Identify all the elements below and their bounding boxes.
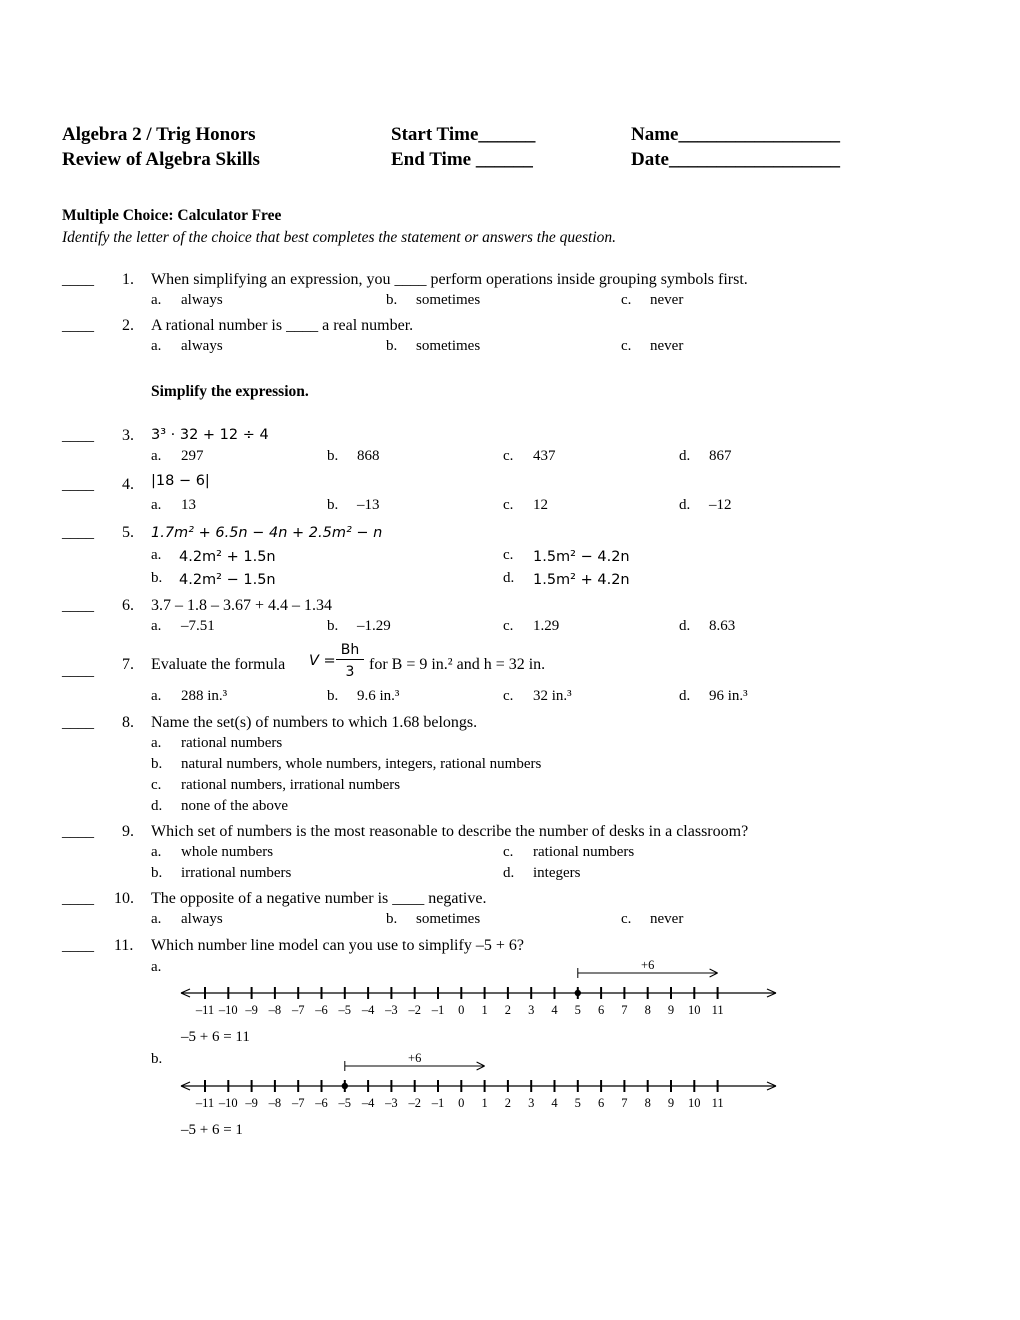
question-number: 5.	[122, 524, 134, 541]
choice-text: none of the above	[181, 798, 289, 814]
tick-label: 8	[644, 1096, 651, 1110]
tick-label: 6	[597, 1096, 605, 1110]
choice-label[interactable]: a.	[151, 844, 162, 860]
answer-blank[interactable]: ____	[62, 317, 94, 334]
choice-text: sometimes	[416, 292, 481, 308]
choice-text: 1.29	[533, 618, 560, 634]
tick-label: 9	[667, 1096, 675, 1110]
tick-label: 8	[644, 1003, 651, 1017]
choice-text: 13	[181, 497, 196, 513]
choice-text: 4.2m² − 1.5n	[179, 572, 276, 588]
name-field[interactable]: Name_________________	[631, 124, 840, 145]
choice-label[interactable]: a.	[151, 688, 162, 704]
tick-label: 1	[481, 1003, 488, 1017]
question-text: A rational number is ____ a real number.	[151, 317, 414, 334]
tick-label: –7	[291, 1096, 305, 1110]
choice-text: 96 in.³	[709, 688, 748, 704]
choice-text: 297	[181, 448, 204, 464]
choice-label[interactable]: b.	[151, 865, 163, 881]
tick-label: –2	[408, 1003, 421, 1017]
tick-label: 4	[551, 1003, 558, 1017]
choice-label[interactable]: a.	[151, 911, 162, 927]
choice-text: –12	[709, 497, 732, 513]
choice-text: –1.29	[357, 618, 391, 634]
question-text: Name the set(s) of numbers to which 1.68 belongs.	[151, 714, 478, 731]
choice-text: natural numbers, whole numbers, integers, rational numbers	[181, 756, 542, 772]
tick-label: –8	[268, 1096, 282, 1110]
tick-label: 10	[688, 1003, 701, 1017]
tick-label: –7	[291, 1003, 305, 1017]
number-line-b-svg	[176, 1046, 782, 1116]
choice-label[interactable]: b.	[327, 448, 339, 464]
choice-text: 1.5m² + 4.2n	[533, 572, 630, 588]
tick-label: 7	[621, 1096, 628, 1110]
worksheet-subtitle: Review of Algebra Skills	[62, 149, 260, 170]
tick-label: 2	[504, 1096, 512, 1110]
date-field[interactable]: Date__________________	[631, 149, 840, 170]
question-number: 11.	[114, 937, 134, 954]
choice-text: 4.2m² + 1.5n	[179, 549, 276, 565]
choice-label[interactable]: a.	[151, 338, 162, 354]
tick-label: –10	[218, 1096, 238, 1110]
choice-text: 437	[533, 448, 556, 464]
answer-blank[interactable]: ____	[62, 662, 94, 679]
question-text: Which number line model can you use to simplify –5 + 6?	[151, 937, 524, 954]
choice-label[interactable]: d.	[503, 570, 515, 586]
choice-label[interactable]: c.	[621, 292, 632, 308]
start-point	[342, 1083, 348, 1089]
question-text: The opposite of a negative number is ____ negative.	[151, 890, 487, 907]
choice-text: 12	[533, 497, 548, 513]
tick-label: 0	[458, 1096, 465, 1110]
tick-label: 1	[481, 1096, 488, 1110]
equation-option-b: –5 + 6 = 1	[181, 1122, 243, 1138]
choice-label[interactable]: b.	[151, 756, 163, 772]
tick-label: –5	[338, 1096, 352, 1110]
tick-label: –9	[245, 1096, 258, 1110]
tick-label: 9	[667, 1003, 675, 1017]
choice-label[interactable]: d.	[679, 448, 691, 464]
choice-text: rational numbers	[181, 735, 283, 751]
question-number: 6.	[122, 597, 134, 614]
tick-label: –5	[338, 1003, 352, 1017]
choice-text: –7.51	[181, 618, 215, 634]
answer-blank[interactable]: ____	[62, 271, 94, 288]
choice-text: sometimes	[416, 338, 481, 354]
choice-text: irrational numbers	[181, 865, 292, 881]
tick-label: 2	[504, 1003, 512, 1017]
choice-label[interactable]: a.	[151, 547, 162, 563]
choice-label[interactable]: d.	[679, 688, 691, 704]
tick-label: –6	[315, 1003, 328, 1017]
tick-label: 6	[597, 1003, 605, 1017]
question-text: Evaluate the formula	[151, 656, 286, 673]
answer-blank[interactable]: ____	[62, 597, 94, 614]
choice-label[interactable]: d.	[151, 798, 163, 814]
question-text: When simplifying an expression, you ____ perform operations inside grouping symbols first.	[151, 271, 748, 288]
question-number: 1.	[122, 271, 134, 288]
question-number: 4.	[122, 476, 134, 493]
tick-label: 3	[528, 1003, 535, 1017]
start-point	[575, 990, 581, 996]
choice-text: 9.6 in.³	[357, 688, 400, 704]
tick-label: 10	[688, 1096, 701, 1110]
choice-text: never	[650, 911, 684, 927]
choice-text: never	[650, 338, 684, 354]
choice-label[interactable]: c.	[503, 497, 514, 513]
answer-blank[interactable]: ____	[62, 823, 94, 840]
choice-label[interactable]: a.	[151, 959, 162, 975]
tick-label: –6	[315, 1096, 328, 1110]
section-title: Multiple Choice: Calculator Free	[62, 207, 282, 224]
choice-label[interactable]: a.	[151, 497, 162, 513]
tick-label: –4	[361, 1096, 375, 1110]
question-text: Which set of numbers is the most reasonable to describe the number of desks in a classroom?	[151, 823, 749, 840]
choice-label[interactable]: c.	[503, 448, 514, 464]
question-number: 8.	[122, 714, 134, 731]
question-text: for B = 9 in.² and h = 32 in.	[369, 656, 546, 673]
answer-blank[interactable]: ____	[62, 890, 94, 907]
tick-label: –3	[385, 1096, 398, 1110]
tick-label: –4	[361, 1003, 375, 1017]
choice-label[interactable]: c.	[503, 618, 514, 634]
choice-text: sometimes	[416, 911, 481, 927]
choice-text: whole numbers	[181, 844, 274, 860]
question-text: 3.7 – 1.8 – 3.67 + 4.4 – 1.34	[151, 597, 333, 614]
formula-lhs: V =	[309, 653, 336, 669]
tick-label: 4	[551, 1096, 558, 1110]
choice-label[interactable]: a.	[151, 618, 162, 634]
question-number: 7.	[122, 656, 134, 673]
tick-label: –2	[408, 1096, 421, 1110]
choice-label[interactable]: c.	[151, 777, 162, 793]
choice-text: –13	[357, 497, 380, 513]
choice-label[interactable]: b.	[386, 911, 398, 927]
choice-label[interactable]: c.	[621, 911, 632, 927]
tick-label: –11	[195, 1003, 215, 1017]
choice-label[interactable]: b.	[151, 1051, 163, 1067]
tick-label: –1	[431, 1096, 445, 1110]
question-number: 10.	[114, 890, 134, 907]
start-time-field[interactable]: Start Time______	[391, 124, 536, 145]
choice-text: 868	[357, 448, 380, 464]
choice-text: 32 in.³	[533, 688, 572, 704]
choice-text: 1.5m² − 4.2n	[533, 549, 630, 565]
choice-label[interactable]: a.	[151, 448, 162, 464]
tick-label: 3	[528, 1096, 535, 1110]
answer-blank[interactable]: ____	[62, 476, 94, 493]
choice-text: 8.63	[709, 618, 736, 634]
answer-blank[interactable]: ____	[62, 427, 94, 444]
choice-label[interactable]: b.	[327, 497, 339, 513]
expression: 3³ · 32 + 12 ÷ 4	[151, 427, 269, 443]
choice-label[interactable]: d.	[679, 497, 691, 513]
number-line-option-b	[176, 1046, 782, 1116]
choice-label[interactable]: b.	[151, 570, 163, 586]
tick-label: –10	[218, 1003, 238, 1017]
tick-label: –3	[385, 1003, 398, 1017]
choice-text: 867	[709, 448, 732, 464]
choice-text: rational numbers, irrational numbers	[181, 777, 401, 793]
section-instructions: Identify the letter of the choice that best completes the statement or answers the question.	[62, 229, 617, 246]
tick-label: 0	[458, 1003, 465, 1017]
choice-label[interactable]: c.	[503, 547, 514, 563]
tick-label: –11	[195, 1096, 215, 1110]
choice-text: never	[650, 292, 684, 308]
choice-label[interactable]: d.	[503, 865, 515, 881]
choice-text: always	[181, 338, 223, 354]
choice-label[interactable]: a.	[151, 735, 162, 751]
choice-text: rational numbers	[533, 844, 635, 860]
choice-label[interactable]: b.	[327, 688, 339, 704]
tick-label: 5	[574, 1096, 581, 1110]
expression: |18 − 6|	[151, 473, 210, 489]
tick-label: –1	[431, 1003, 445, 1017]
answer-blank[interactable]: ____	[62, 714, 94, 731]
choice-label[interactable]: b.	[386, 338, 398, 354]
course-title: Algebra 2 / Trig Honors	[62, 124, 256, 145]
question-number: 3.	[122, 427, 134, 444]
end-time-field[interactable]: End Time ______	[391, 149, 533, 170]
equation-option-a: –5 + 6 = 11	[181, 1029, 250, 1045]
question-number: 9.	[122, 823, 134, 840]
choice-label[interactable]: c.	[503, 688, 514, 704]
tick-label: 7	[621, 1003, 628, 1017]
formula-numerator: Bh	[336, 642, 364, 660]
choice-label[interactable]: d.	[679, 618, 691, 634]
choice-label[interactable]: c.	[621, 338, 632, 354]
arrow-label: +6	[641, 958, 655, 972]
number-line-option-a	[176, 953, 782, 1023]
arrow-label: +6	[408, 1051, 422, 1065]
choice-label[interactable]: b.	[327, 618, 339, 634]
tick-label: –9	[245, 1003, 258, 1017]
choice-label[interactable]: a.	[151, 292, 162, 308]
choice-text: 288 in.³	[181, 688, 228, 704]
choice-label[interactable]: b.	[386, 292, 398, 308]
answer-blank[interactable]: ____	[62, 524, 94, 541]
number-line-a-svg	[176, 953, 782, 1023]
question-number: 2.	[122, 317, 134, 334]
tick-label: 11	[711, 1096, 724, 1110]
expression: 1.7m² + 6.5n − 4n + 2.5m² − n	[151, 525, 383, 541]
choice-text: always	[181, 292, 223, 308]
choice-text: always	[181, 911, 223, 927]
tick-label: –8	[268, 1003, 282, 1017]
tick-label: 5	[574, 1003, 581, 1017]
formula-denominator: 3	[345, 664, 355, 680]
choice-label[interactable]: c.	[503, 844, 514, 860]
answer-blank[interactable]: ____	[62, 937, 94, 954]
tick-label: 11	[711, 1003, 724, 1017]
simplify-heading: Simplify the expression.	[151, 383, 309, 400]
choice-text: integers	[533, 865, 581, 881]
